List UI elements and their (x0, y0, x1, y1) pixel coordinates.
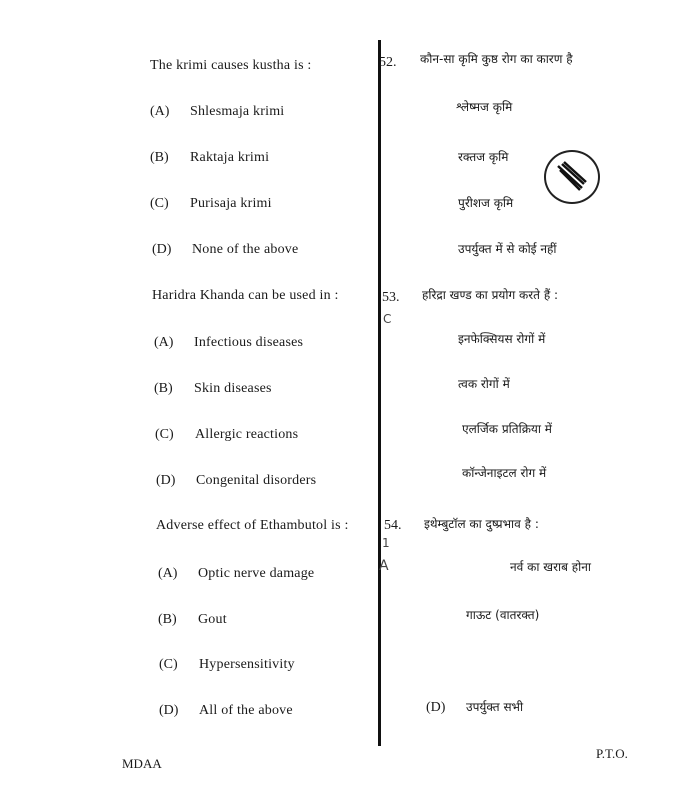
q52-option-c-english: Purisaja krimi (190, 196, 272, 211)
q54-option-b-english: Gout (198, 612, 227, 627)
q52-number: 52. (379, 55, 397, 70)
scribble-circle-mark (544, 150, 600, 204)
q52-option-b-label: (B) (150, 150, 169, 165)
q54-option-c-label: (C) (159, 657, 178, 672)
q52-option-d-label: (D) (152, 242, 172, 257)
q52-option-a-label: (A) (150, 104, 170, 119)
q53-option-c-hindi: एलर्जिक प्रतिक्रिया में (462, 422, 552, 436)
q53-handwritten-mark: C (383, 312, 392, 326)
footer-code: MDAA (122, 756, 162, 771)
q54-option-d-hindi-label: (D) (426, 700, 446, 715)
q53-option-d-hindi: कॉन्जेनाइटल रोग में (462, 466, 547, 480)
q52-hindi-question: कौन-सा कृमि कुष्ठ रोग का कारण है (420, 52, 573, 66)
column-divider (378, 40, 381, 746)
q53-option-d-english: Congenital disorders (196, 473, 317, 488)
q54-option-b-label: (B) (158, 612, 177, 627)
q52-option-a-hindi: श्लेष्मज कृमि (456, 100, 513, 114)
q53-english-question: Haridra Khanda can be used in : (152, 288, 339, 303)
q54-option-d-hindi: उपर्युक्त सभी (466, 700, 524, 714)
q52-option-d-hindi: उपर्युक्त में से कोई नहीं (458, 242, 557, 256)
q53-option-a-hindi: इनफेक्सियस रोगों में (458, 332, 546, 346)
q52-option-c-label: (C) (150, 196, 169, 211)
footer-pto: P.T.O. (596, 746, 628, 761)
q53-number: 53. (382, 290, 400, 305)
q54-handwritten-mark-bottom: A (379, 558, 389, 574)
q53-option-c-english: Allergic reactions (195, 427, 299, 442)
q54-english-question: Adverse effect of Ethambutol is : (156, 518, 349, 533)
q54-option-a-label: (A) (158, 566, 178, 581)
q52-option-b-hindi: रक्तज कृमि (458, 150, 509, 164)
q53-option-a-label: (A) (154, 335, 174, 350)
q52-option-b-english: Raktaja krimi (190, 150, 270, 165)
q53-option-a-english: Infectious diseases (194, 335, 304, 350)
q54-option-c-english: Hypersensitivity (199, 657, 295, 672)
q54-number: 54. (384, 518, 402, 533)
q54-option-d-english: All of the above (199, 703, 293, 718)
q53-option-b-english: Skin diseases (194, 381, 272, 396)
q52-english-question: The krimi causes kustha is : (150, 58, 312, 73)
q53-option-b-label: (B) (154, 381, 173, 396)
q54-hindi-question: इथेम्बुटॉल का दुष्प्रभाव है : (424, 517, 539, 531)
q54-handwritten-mark-top: 1 (382, 536, 390, 550)
q54-option-d-label: (D) (159, 703, 179, 718)
q53-option-d-label: (D) (156, 473, 176, 488)
q53-option-c-label: (C) (155, 427, 174, 442)
q54-option-a-english: Optic nerve damage (198, 566, 315, 581)
q53-hindi-question: हरिद्रा खण्ड का प्रयोग करते हैं : (422, 288, 559, 302)
q52-option-a-english: Shlesmaja krimi (190, 104, 285, 119)
q52-option-c-hindi: पुरीशज कृमि (458, 196, 514, 210)
q54-option-b-hindi: गाऊट (वातरक्त) (466, 608, 540, 622)
q53-option-b-hindi: त्वक रोगों में (458, 377, 510, 391)
q54-option-a-hindi: नर्व का खराब होना (510, 560, 592, 574)
q52-option-d-english: None of the above (192, 242, 299, 257)
